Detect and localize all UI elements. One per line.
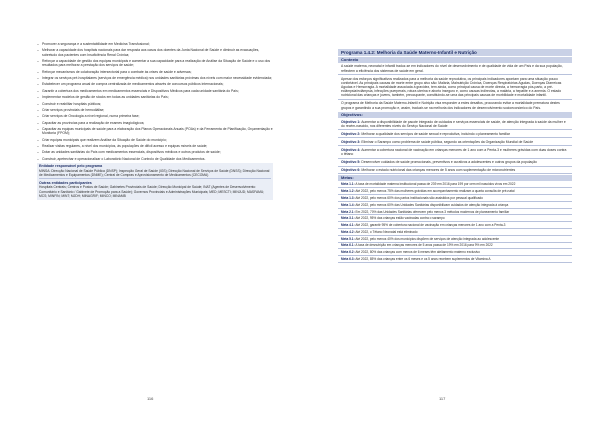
right-column — [338, 49, 572, 263]
measure-item: – Garantir a cobertura dos medicamentos em medicamentos essenciais e Dispositivos Médicos para cada unidade sanitária do País; — [37, 89, 273, 93]
goal-item — [338, 256, 572, 263]
measure-item: – Criar equipas municipais que realizem Análise da Situação de Saúde do município; — [37, 138, 273, 142]
objective-item — [338, 130, 572, 138]
goal-item — [338, 188, 572, 195]
goal-item — [338, 215, 572, 222]
objective-item-text: Desenvolver cuidados de saúde promocionais, preventivos e curativos a adolescentes e outros grupos da população — [361, 159, 537, 164]
goal-item-label: Meta 4.1: — [341, 223, 355, 228]
objective-item — [338, 167, 572, 175]
objective-item-label: Objectivo 6: — [341, 167, 361, 172]
goal-item-label: Meta 6.1: — [341, 243, 355, 248]
objective-item — [338, 146, 572, 158]
goal-item-label: Meta 1.2: — [341, 189, 355, 194]
right-page — [300, 0, 600, 424]
measure-item: – Reforçar a capacidade de gestão dos equipas municipais e aumentar a sua capacidade para a realização de Análise da Situação de Saúde e o uso dos resultados para melhorar a prestação dos serviços de saúde; — [37, 59, 273, 67]
goal-item — [338, 243, 572, 250]
objective-item-label: Objectivo 2: — [341, 131, 361, 136]
goal-item-text: Até 2022, pelo menos 40% dos municípios dispõem de serviços de atenção integrada ao adolescente — [355, 236, 500, 241]
measure-item: – Capacitar as províncias para a realização de exames imagiológicos; — [37, 121, 273, 125]
goal-item-text: Até 2022, 95% das crianças estão vacinadas contra o sarampo — [355, 216, 445, 221]
goal-item-label: Meta 3.1: — [341, 216, 355, 221]
measure-item: – Construir e reabilitar hospitais públicos; — [37, 102, 273, 106]
context-paragraph-2: Apesar dos esforços significativos realizados para a melhoria da saúde reprodutiva, os principais indicadores apontam para uma situação pouco confortável. As principais causas de morte entre grupo alvo são: Malária, Malnutrição Crónica, Doenças Respiratórias Agudas, Doenças Diarreicas Agudas e Hemorragia. A mortalidade associada à gravidez, tem ainda, como principal causa de morte directa, a hemorragia pós-parto, a pré-eclâmpsia/eclâmpsia, infecções puerperais, rotura uterina e aborto inseguro e, como causas indirectas, a malária, a hepatite e a anemia. O estado nutricional das crianças e jovens, também, preocupante, constituindo-se uma das principais causas de morbilidade e mortalidade infantil. — [338, 75, 572, 100]
objective-item-text: Aumentar a disponibilidade de pacote integrado de cuidados e serviços essenciais de saúde, de atenção integrada à saúde da mulher e do recém-nascido, nos diferentes níveis do Serviço Nacional de Saúde — [341, 119, 566, 128]
divider — [39, 178, 271, 179]
goal-item-label: Meta 1.4: — [341, 202, 355, 207]
goal-item-text: Até 2022, garantir 95% de cobertura nacional de vacinação em crianças menores de 1 ano com a Penta-3 — [355, 223, 506, 228]
goal-item — [338, 222, 572, 229]
objective-item-text: Melhorar o estado nutricional das crianças menores de 5 anos com suplementação de micronutrientes — [361, 167, 516, 172]
measure-item: – Reforçar mecanismos de colaboração intersectorial para o combate às crises de saúde e adversas; — [37, 70, 273, 74]
page-number-left: 116 — [147, 396, 154, 401]
goal-item-text: Até 2022, pelo menos 60% dos partos institucionais são assistidos por pessoal qualificado — [355, 195, 483, 200]
objective-item-label: Objectivo 1: — [341, 119, 361, 124]
measure-item: – Dotar as unidades sanitárias do País com medicamentos essenciais, dispositivos médicos e outros produtos de saúde; — [37, 150, 273, 154]
goal-item-text: Até 2022, pelo menos 75% das mulheres grávidas em acompanhamento realizam a quarta consulta de pré-natal — [355, 189, 515, 194]
objective-item — [338, 138, 572, 146]
measure-item: – Promover a segurança e a sustentabilidade em Medicina Transfusional; — [37, 42, 273, 46]
responsible-text: MINSA: Direcção Nacional de Saúde Pública (DNSP); Inspecção Geral de Saúde (IGS); Direcção Nacional de Serviços de Saúde (DNSS); Direcção Nacional de Medicamentos e Equipamentos (DNME); Central de Compras e Aprovisionamento de Medicamentos (CECOMA) — [39, 168, 270, 177]
goal-item-text: Até 2022, pelo menos 60% das Unidades Sanitárias disponibilizam cuidados de atenção integrada à criança — [355, 202, 509, 207]
objective-item-label: Objectivo 5: — [341, 159, 361, 164]
measure-item: – Implementar modelos de gestão de stocks em todas as unidades sanitárias do País; — [37, 95, 273, 99]
objective-item-label: Objectivo 3: — [341, 139, 361, 144]
goal-item — [338, 181, 572, 188]
objective-item — [338, 159, 572, 167]
context-paragraph-1: A saúde materna, neonatal e infantil traduz-se em indicadores do nível de desenvolvimento e de qualidade de vida de um País e da sua população, reflectem a eficiência dos sistemas de saúde em geral. — [338, 63, 572, 75]
goal-item — [338, 236, 572, 243]
page-number-right: 117 — [439, 396, 446, 401]
measure-item: – Construir, apetrechar e operacionalizar o Laboratório Nacional de Controlo de Qualidade dos Medicamentos. — [37, 157, 273, 161]
goal-item — [338, 195, 572, 202]
left-column — [37, 42, 273, 200]
objectives-list — [338, 118, 572, 174]
goal-item-label: Meta 1.3: — [341, 195, 355, 200]
measure-item: – Criar serviços provinciais de hemodiálise; — [37, 108, 273, 112]
measure-item: – Capacitar as equipas municipais de saúde para a elaboração dos Planos Operacionais Anuais (POAs) e da Ferramenta de Planificação, Orçamentação e Monitoria (FPOM); — [37, 127, 273, 135]
goal-item-label: Meta 2.1: — [341, 209, 355, 214]
goal-item-label: Meta 6.3: — [341, 256, 355, 261]
goal-item-text: Até 2022, o Tétano Neonatal está eliminado — [355, 229, 418, 234]
context-paragraph-3: O programa de Melhoria da Saúde Materno-Infantil e Nutrição visa responder a estes desafios, procurando evitar a mortalidade prematura destes grupos e garantindo a sua promoção e, assim, traduzir-se na melhoria dos indicadores de desenvolvimento socioeconómico do País. — [341, 101, 560, 110]
measures-list — [37, 42, 273, 161]
objective-item-text: Melhorar a qualidade dos serviços de saúde sexual e reprodutiva, incluindo o planeamento familiar — [361, 131, 510, 136]
measure-item: – Realizar visitas regulares, a nível dos municípios, às populações de difícil acesso e equipas móveis de saúde; — [37, 144, 273, 148]
goals-heading: Metas: — [338, 175, 572, 181]
measure-item: – Estabelecer um programa anual de compra centralizada de medicamentos através de concursos públicos internacionais; — [37, 82, 273, 86]
goals-list — [338, 181, 572, 262]
goal-item-label: Meta 6.2: — [341, 250, 355, 255]
objectives-heading: Objectivos: — [338, 112, 572, 118]
context-heading: Contexto — [338, 57, 572, 63]
goal-item-text: A taxa de mortalidade materna institucional passa de 239 em 2016 para 199 por cem mil nascidos vivos em 2022 — [355, 182, 516, 187]
program-title: Programa 1.4.2: Melhoria da Saúde Materno-Infantil e Nutrição — [338, 49, 572, 56]
goal-item-label: Meta 1.1: — [341, 182, 355, 187]
goal-item — [338, 249, 572, 256]
goal-item-text: A taxa de desnutrição em crianças menores de 5 anos passa de 19% em 2016 para 9% em 2022 — [355, 243, 493, 248]
objective-item-text: Aumentar a cobertura nacional de vacinação em crianças menores de 1 ano com a Penta-3 e mulheres grávidas com duas doses contra o tétano — [341, 147, 567, 156]
participants-text: Hospitais Centrais; Centros e Postos de Saúde; Gabinetes Provinciais de Saúde; Direcção Municipal de Saúde; INAT (Agentes de Desenvolvimento Comunitário e Sanitário / Gabinete de Promoção para a Saúde); Governos Provinciais e Administrações Municipais; MED; MESCTI; MINJUD; MASFAMU; MCS; MINFIN; MINT; MJDH; MINAGRIF; MINCO; MINAMB — [39, 185, 265, 198]
measure-item: – Melhorar a capacidade dos hospitais nacionais para dar resposta aos casos dos doentes da Junta Nacional de Saúde e diminuir as evacuações, sobretudo dos pacientes com Insuficiência Renal Crónica; — [37, 48, 273, 56]
participants-heading: Outras entidades participantes — [39, 180, 92, 185]
objective-item — [338, 118, 572, 130]
objective-item-text: Eliminar o Sarampo como problema de saúde pública, segundo as orientações da Organização Mundial de Saúde — [361, 139, 534, 144]
goal-item-label: Meta 4.2: — [341, 229, 355, 234]
goal-item-text: Em 2022, 70% das Unidades Sanitárias oferecem pelo menos 3 métodos modernos de planeamento familiar — [355, 209, 510, 214]
entities-box — [37, 163, 273, 199]
goal-item — [338, 202, 572, 209]
measure-item: – Criar serviços de Oncologia a nível regional, numa primeira fase; — [37, 114, 273, 118]
goal-item-text: Até 2022, 85% das crianças entre os 6 meses e os 5 anos recebem suplementos de Vitamina A — [355, 256, 491, 261]
responsible-heading: Entidade responsável pelo programa — [39, 164, 103, 169]
measure-item: – Integrar os serviços pré-hospitalares (serviços de emergência médica) nos unidades sanitárias próximas dos níveis com maior necessidade evidenciada; — [37, 76, 273, 80]
goal-item-label: Meta 5.1: — [341, 236, 355, 241]
goal-item — [338, 209, 572, 216]
goal-item-text: Até 2022, 80% das crianças com menos de 6 meses têm aleitamento materno exclusivo — [355, 250, 480, 255]
objective-item-label: Objectivo 4: — [341, 147, 361, 152]
goal-item — [338, 229, 572, 236]
